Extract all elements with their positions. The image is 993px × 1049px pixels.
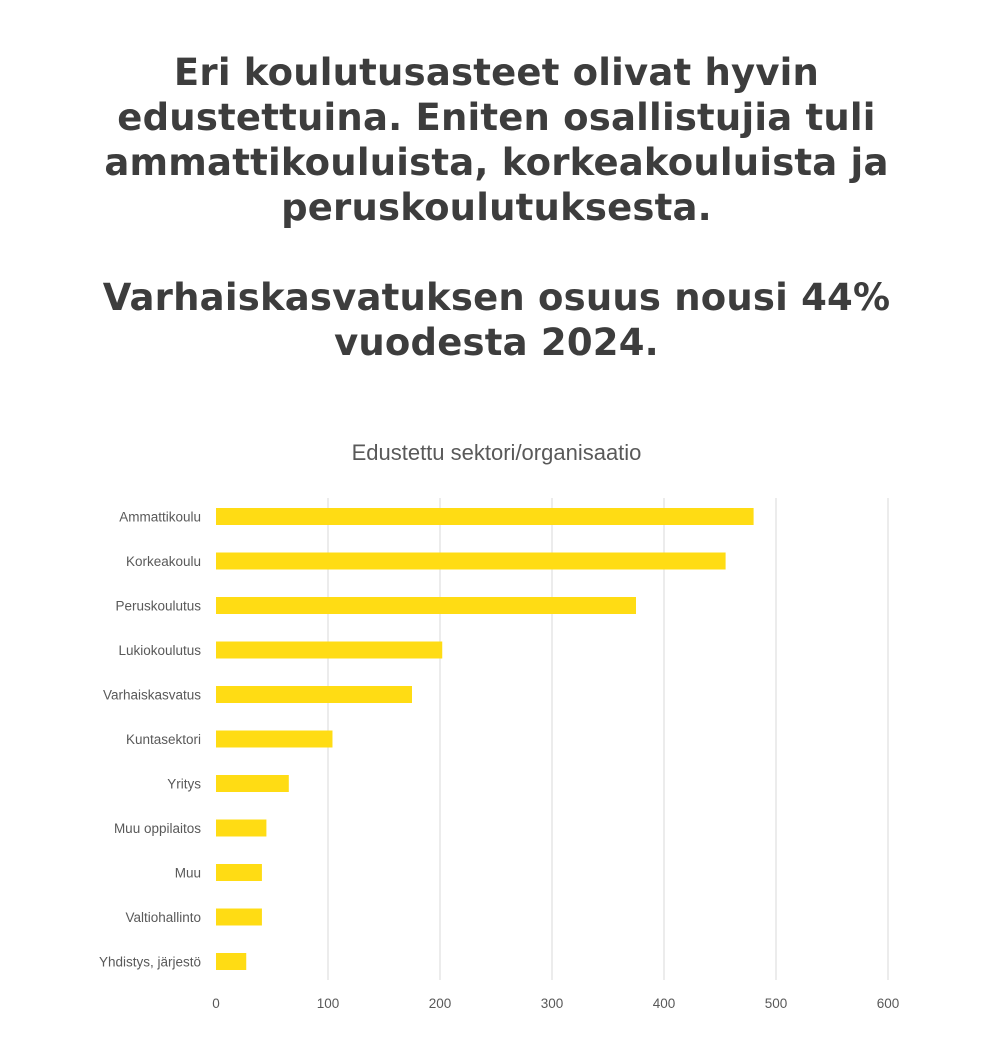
headline-secondary: Varhaiskasvatuksen osuus nousi 44% vuodesta 2024. xyxy=(102,276,891,364)
category-label: Peruskoulutus xyxy=(115,598,201,614)
bar xyxy=(216,775,289,792)
category-label: Kuntasektori xyxy=(125,732,201,747)
bar xyxy=(216,553,726,570)
bar xyxy=(216,953,246,970)
x-axis-tick-labels xyxy=(212,996,899,1011)
category-label: Muu oppilaitos xyxy=(113,821,201,836)
x-tick-label: 400 xyxy=(652,996,676,1011)
category-labels xyxy=(99,510,201,970)
bar xyxy=(216,597,636,614)
x-tick-label: 500 xyxy=(764,996,788,1011)
bar-chart xyxy=(0,480,993,1040)
category-label: Ammattikoulu xyxy=(119,509,201,525)
x-tick-label: 100 xyxy=(316,996,340,1011)
category-label: Yritys xyxy=(167,776,201,792)
category-label: Yhdistys, järjestö xyxy=(98,954,201,970)
x-tick-label: 300 xyxy=(540,996,564,1011)
grid-lines xyxy=(328,498,888,980)
bar xyxy=(216,686,412,703)
x-tick-label: 200 xyxy=(428,996,452,1011)
category-label: Muu xyxy=(174,865,201,881)
x-tick-label: 600 xyxy=(876,996,900,1011)
category-label: Korkeakoulu xyxy=(125,554,201,569)
category-label: Varhaiskasvatus xyxy=(102,687,201,703)
category-label: Lukiokoulutus xyxy=(118,643,201,658)
bar xyxy=(216,820,266,837)
bar xyxy=(216,909,262,926)
chart-title: Edustettu sektori/organisaatio xyxy=(351,440,642,465)
bar xyxy=(216,864,262,881)
category-label: Valtiohallinto xyxy=(125,910,201,925)
bar xyxy=(216,731,332,748)
headline-main: Eri koulutusasteet olivat hyvin edustettuina. Eniten osallistujia tuli ammattikouluista, korkeakouluista ja peruskoulutuksesta. xyxy=(104,51,889,229)
bar xyxy=(216,642,442,659)
bar xyxy=(216,508,754,525)
bars xyxy=(216,508,754,970)
x-tick-label: 0 xyxy=(212,996,220,1011)
